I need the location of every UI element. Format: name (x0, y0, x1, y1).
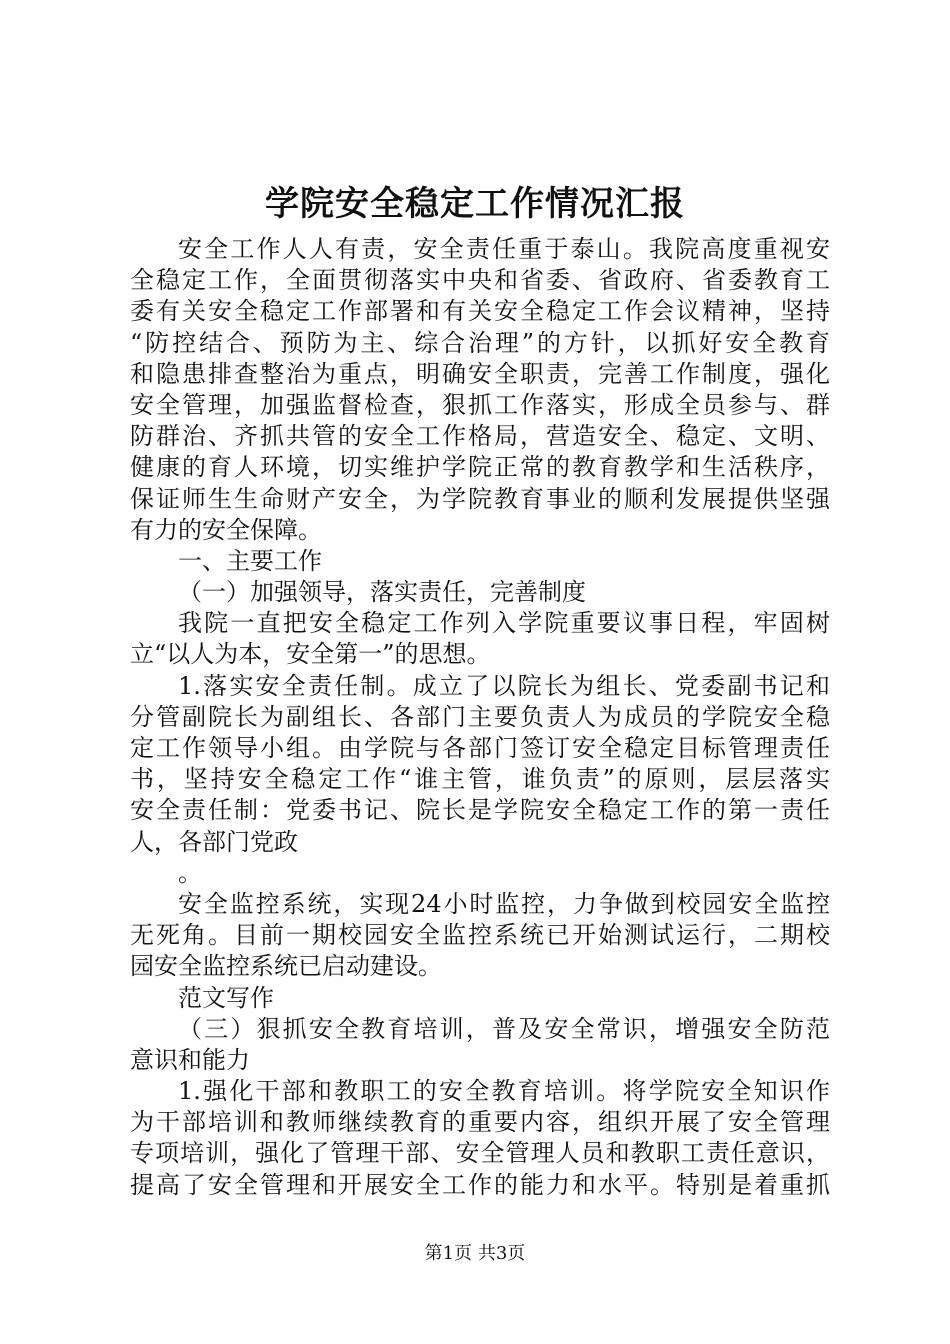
text-line: 范文写作 (178, 983, 274, 1012)
text-line: 1.落实安全责任制。成立了以院长为组长、党委副书记和 (178, 671, 830, 700)
text-line: 人，各部门党政 (130, 827, 298, 856)
text-line: 为干部培训和教师继续教育的重要内容，组织开展了安全管理 (130, 1108, 830, 1137)
text-line: 无死角。目前一期校园安全监控系统已开始测试运行，二期校 (130, 921, 830, 950)
text-line: 安全监控系统，实现24小时监控，力争做到校园安全监控 (178, 889, 830, 918)
text-line: 1.强化干部和教职工的安全教育培训。将学院安全知识作 (178, 1077, 830, 1106)
text-line: 防群治、齐抓共管的安全工作格局，营造安全、稳定、文明、 (130, 422, 830, 451)
page-number-footer: 第1页 共3页 (424, 1243, 526, 1264)
text-line: 书，坚持安全稳定工作“谁主管，谁负责”的原则，层层落实 (130, 765, 830, 794)
document-body (130, 234, 830, 1201)
text-line: 园安全监控系统已启动建设。 (130, 952, 442, 981)
text-line: 意识和能力 (130, 1045, 250, 1074)
text-line: 立“以人为本，安全第一”的思想。 (130, 640, 491, 669)
text-line: 。 (178, 858, 202, 887)
text-line: 健康的育人环境，切实维护学院正常的教育教学和生活秩序， (130, 453, 830, 482)
text-line: 专项培训，强化了管理干部、安全管理人员和教职工责任意识， (130, 1139, 830, 1168)
text-line: “防控结合、预防为主、综合治理”的方针，以抓好安全教育 (130, 328, 830, 357)
text-line: 安全责任制：党委书记、院长是学院安全稳定工作的第一责任 (130, 796, 830, 825)
text-line: 保证师生生命财产安全，为学院教育事业的顺利发展提供坚强 (130, 484, 830, 513)
text-line: 提高了安全管理和开展安全工作的能力和水平。特别是着重抓 (130, 1170, 830, 1199)
text-line: 安全管理，加强监督检查，狠抓工作落实，形成全员参与、群 (130, 390, 830, 419)
document-title: 学院安全稳定工作情况汇报 (265, 184, 685, 224)
subsection-heading: （三）狠抓安全教育培训，普及安全常识，增强安全防范 (178, 1014, 830, 1043)
text-line: 全稳定工作，全面贯彻落实中央和省委、省政府、省委教育工 (130, 266, 830, 295)
text-line: 委有关安全稳定工作部署和有关安全稳定工作会议精神，坚持 (130, 297, 830, 326)
section-heading: 一、主要工作 (178, 546, 322, 575)
text-line: 安全工作人人有责，安全责任重于泰山。我院高度重视安 (178, 235, 830, 263)
text-line: 和隐患排查整治为重点，明确安全职责，完善工作制度，强化 (130, 359, 830, 388)
text-line: 有力的安全保障。 (130, 515, 322, 544)
text-line: 定工作领导小组。由学院与各部门签订安全稳定目标管理责任 (130, 734, 830, 762)
text-line: 我院一直把安全稳定工作列入学院重要议事日程，牢固树 (178, 609, 830, 638)
text-line: 分管副院长为副组长、各部门主要负责人为成员的学院安全稳 (130, 702, 830, 731)
subsection-heading: （一）加强领导，落实责任，完善制度 (178, 578, 586, 607)
